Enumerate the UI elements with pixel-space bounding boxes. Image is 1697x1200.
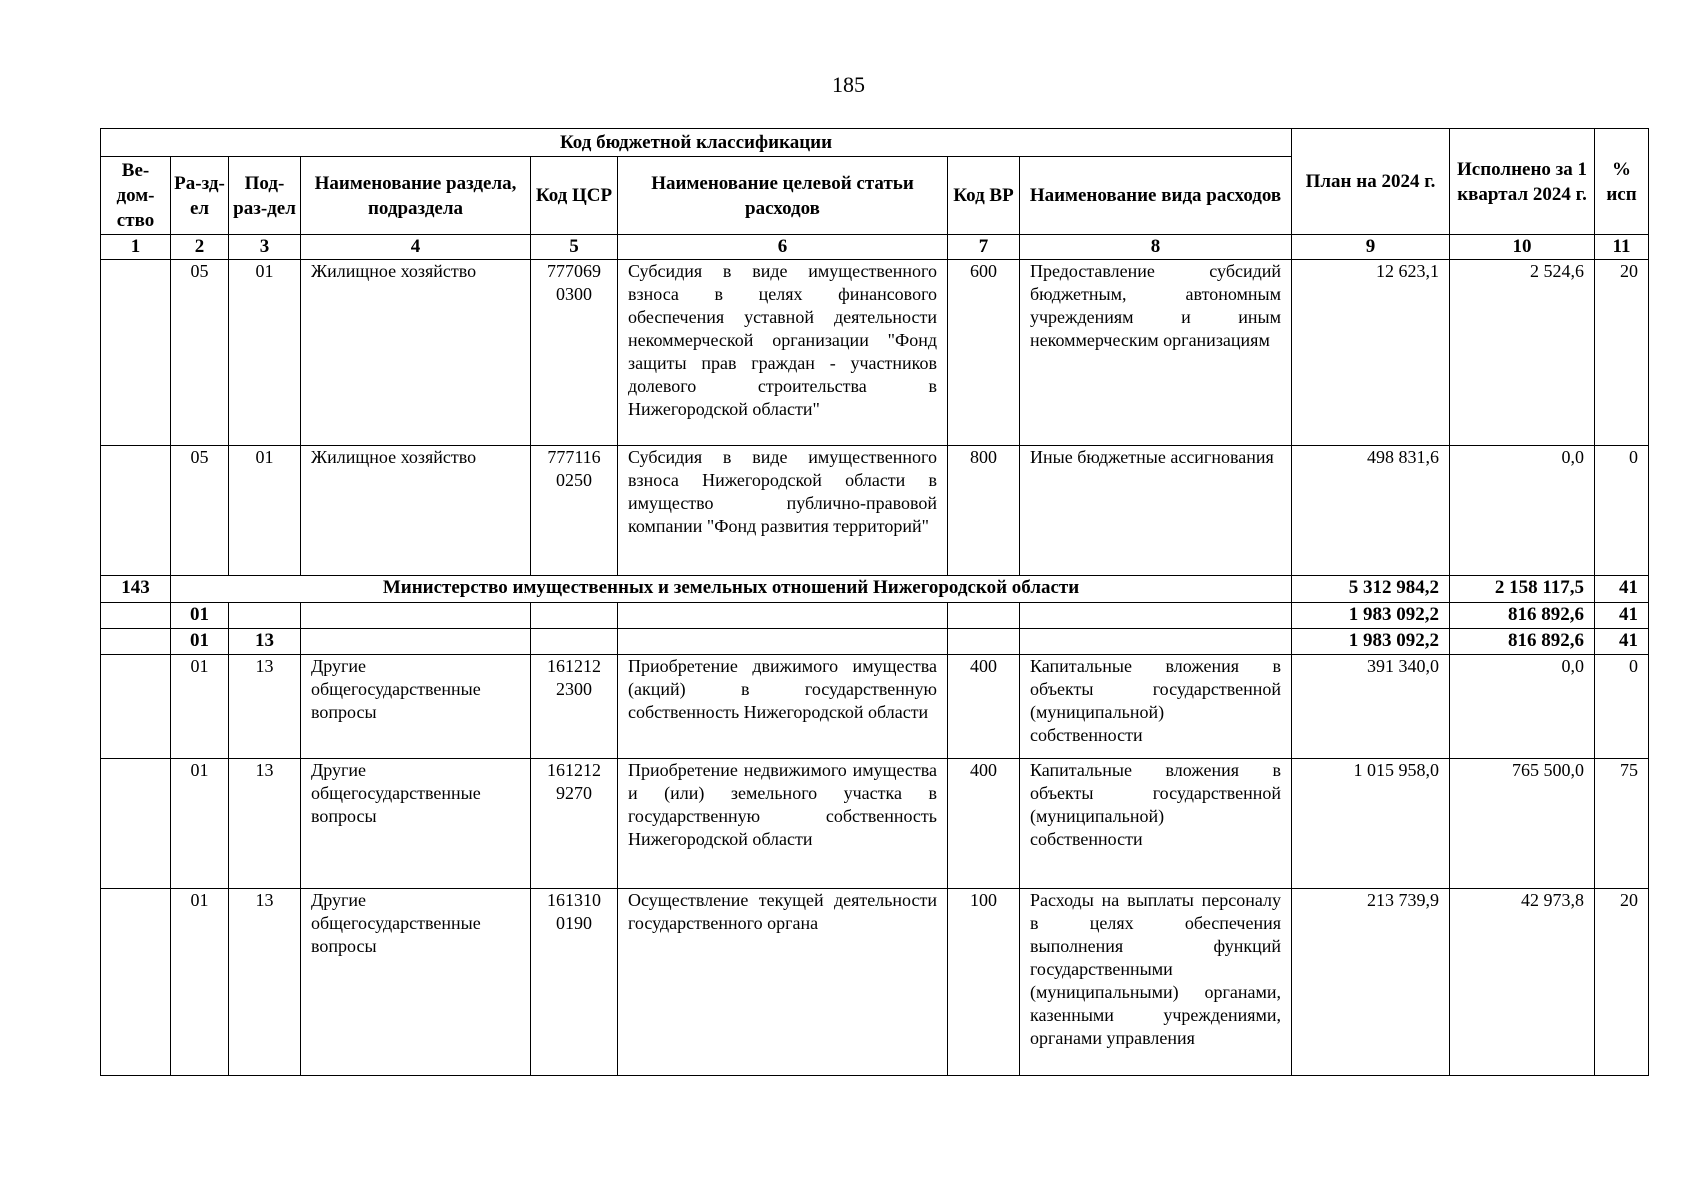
cell-plan: 1 983 092,2 — [1292, 629, 1450, 655]
cell-csr: 777116 0250 — [531, 446, 618, 576]
cell-vr — [948, 603, 1020, 629]
cell-target-name: Приобретение движимого имущества (акций) в государственную собственность Нижегородской области — [618, 655, 948, 759]
cell-executed: 42 973,8 — [1450, 889, 1595, 1076]
table-row — [101, 889, 1649, 1076]
cell-podrazdel: 13 — [229, 655, 301, 759]
cell-vr-name: Иные бюджетные ассигнования — [1020, 446, 1292, 576]
cell-csr: 161310 0190 — [531, 889, 618, 1076]
cell-vr — [948, 629, 1020, 655]
cell-percent: 41 — [1595, 629, 1649, 655]
table-row — [101, 655, 1649, 759]
column-number: 7 — [948, 235, 1020, 260]
header-plan: План на 2024 г. — [1292, 129, 1450, 235]
cell-razdel-name: Другие общегосударственные вопросы — [301, 889, 531, 1076]
cell-vr: 100 — [948, 889, 1020, 1076]
cell-executed: 816 892,6 — [1450, 603, 1595, 629]
cell-razdel: 01 — [171, 759, 229, 889]
cell-vr-name — [1020, 603, 1292, 629]
cell-percent: 0 — [1595, 446, 1649, 576]
cell-vedomstvo — [101, 446, 171, 576]
header-razdel: Ра-зд-ел — [171, 157, 229, 235]
cell-vr-name: Предоставление субсидий бюджетным, автономным учреждениям и иным некоммерческим организациям — [1020, 260, 1292, 446]
cell-vr-name: Капитальные вложения в объекты государственной (муниципальной) собственности — [1020, 655, 1292, 759]
cell-vedomstvo — [101, 759, 171, 889]
cell-vr: 400 — [948, 655, 1020, 759]
cell-vr-name — [1020, 629, 1292, 655]
cell-vr: 400 — [948, 759, 1020, 889]
cell-target-name — [618, 603, 948, 629]
table-row — [101, 260, 1649, 446]
cell-vedomstvo — [101, 260, 171, 446]
cell-razdel: 05 — [171, 260, 229, 446]
cell-podrazdel: 13 — [229, 759, 301, 889]
cell-podrazdel: 13 — [229, 889, 301, 1076]
cell-razdel: 01 — [171, 889, 229, 1076]
cell-plan: 12 623,1 — [1292, 260, 1450, 446]
classification-group-header: Код бюджетной классификации — [101, 129, 1292, 157]
cell-plan: 391 340,0 — [1292, 655, 1450, 759]
cell-podrazdel — [229, 603, 301, 629]
column-number: 3 — [229, 235, 301, 260]
cell-plan: 5 312 984,2 — [1292, 576, 1450, 603]
header-vedomstvo: Ве-дом-ство — [101, 157, 171, 235]
cell-csr: 161212 2300 — [531, 655, 618, 759]
column-number: 11 — [1595, 235, 1649, 260]
column-number: 9 — [1292, 235, 1450, 260]
page-number: 185 — [832, 72, 865, 97]
cell-razdel: 01 — [171, 629, 229, 655]
cell-vr-name: Капитальные вложения в объекты государственной (муниципальной) собственности — [1020, 759, 1292, 889]
cell-percent: 75 — [1595, 759, 1649, 889]
cell-razdel-name: Другие общегосударственные вопросы — [301, 655, 531, 759]
header-executed: Исполнено за 1 квартал 2024 г. — [1450, 129, 1595, 235]
cell-percent: 41 — [1595, 576, 1649, 603]
cell-vr: 600 — [948, 260, 1020, 446]
cell-executed: 816 892,6 — [1450, 629, 1595, 655]
header-csr: Код ЦСР — [531, 157, 618, 235]
header-percent: % исп — [1595, 129, 1649, 235]
cell-vr: 800 — [948, 446, 1020, 576]
cell-csr: 777069 0300 — [531, 260, 618, 446]
cell-vedomstvo — [101, 889, 171, 1076]
cell-executed: 2 158 117,5 — [1450, 576, 1595, 603]
budget-table — [100, 128, 1649, 1076]
table-row — [101, 759, 1649, 889]
cell-executed: 0,0 — [1450, 446, 1595, 576]
cell-vedomstvo — [101, 655, 171, 759]
cell-plan: 498 831,6 — [1292, 446, 1450, 576]
cell-target-name: Приобретение недвижимого имущества и (или) земельного участка в государственную собственность Нижегородской области — [618, 759, 948, 889]
cell-csr — [531, 603, 618, 629]
cell-vr-name: Расходы на выплаты персоналу в целях обеспечения выполнения функций государственными (муниципальными) органами, казенными учреждениями, органами управления — [1020, 889, 1292, 1076]
cell-executed: 0,0 — [1450, 655, 1595, 759]
column-number: 1 — [101, 235, 171, 260]
cell-percent: 20 — [1595, 889, 1649, 1076]
column-number: 6 — [618, 235, 948, 260]
header-razdel-name: Наименование раздела, подраздела — [301, 157, 531, 235]
cell-razdel: 01 — [171, 655, 229, 759]
cell-razdel-name: Жилищное хозяйство — [301, 446, 531, 576]
column-numbers-row — [101, 235, 1649, 260]
podrazdel-summary-row — [101, 629, 1649, 655]
cell-vedomstvo — [101, 629, 171, 655]
column-number: 4 — [301, 235, 531, 260]
ministry-name: Министерство имущественных и земельных отношений Нижегородской области — [171, 576, 1292, 603]
cell-csr: 161212 9270 — [531, 759, 618, 889]
cell-executed: 765 500,0 — [1450, 759, 1595, 889]
cell-target-name: Осуществление текущей деятельности государственного органа — [618, 889, 948, 1076]
cell-plan: 213 739,9 — [1292, 889, 1450, 1076]
cell-plan: 1 015 958,0 — [1292, 759, 1450, 889]
cell-target-name: Субсидия в виде имущественного взноса Нижегородской области в имущество публично-правовой компании "Фонд развития территорий" — [618, 446, 948, 576]
table-row — [101, 446, 1649, 576]
cell-podrazdel: 01 — [229, 446, 301, 576]
cell-razdel: 01 — [171, 603, 229, 629]
header-vr: Код ВР — [948, 157, 1020, 235]
cell-target-name — [618, 629, 948, 655]
cell-csr — [531, 629, 618, 655]
cell-razdel-name — [301, 603, 531, 629]
cell-vedomstvo: 143 — [101, 576, 171, 603]
header-vr-name: Наименование вида расходов — [1020, 157, 1292, 235]
cell-podrazdel: 13 — [229, 629, 301, 655]
cell-plan: 1 983 092,2 — [1292, 603, 1450, 629]
cell-percent: 20 — [1595, 260, 1649, 446]
header-podrazdel: Под-раз-дел — [229, 157, 301, 235]
razdel-summary-row — [101, 603, 1649, 629]
column-number: 8 — [1020, 235, 1292, 260]
cell-razdel-name: Другие общегосударственные вопросы — [301, 759, 531, 889]
header-target-name: Наименование целевой статьи расходов — [618, 157, 948, 235]
cell-target-name: Субсидия в виде имущественного взноса в целях финансового обеспечения уставной деятельности некоммерческой организации "Фонд защиты прав граждан - участников долевого строительства в Нижегородской области" — [618, 260, 948, 446]
cell-vedomstvo — [101, 603, 171, 629]
ministry-row — [101, 576, 1649, 603]
cell-executed: 2 524,6 — [1450, 260, 1595, 446]
column-number: 2 — [171, 235, 229, 260]
cell-razdel: 05 — [171, 446, 229, 576]
cell-razdel-name: Жилищное хозяйство — [301, 260, 531, 446]
cell-podrazdel: 01 — [229, 260, 301, 446]
column-number: 10 — [1450, 235, 1595, 260]
cell-razdel-name — [301, 629, 531, 655]
cell-percent: 41 — [1595, 603, 1649, 629]
cell-percent: 0 — [1595, 655, 1649, 759]
column-number: 5 — [531, 235, 618, 260]
